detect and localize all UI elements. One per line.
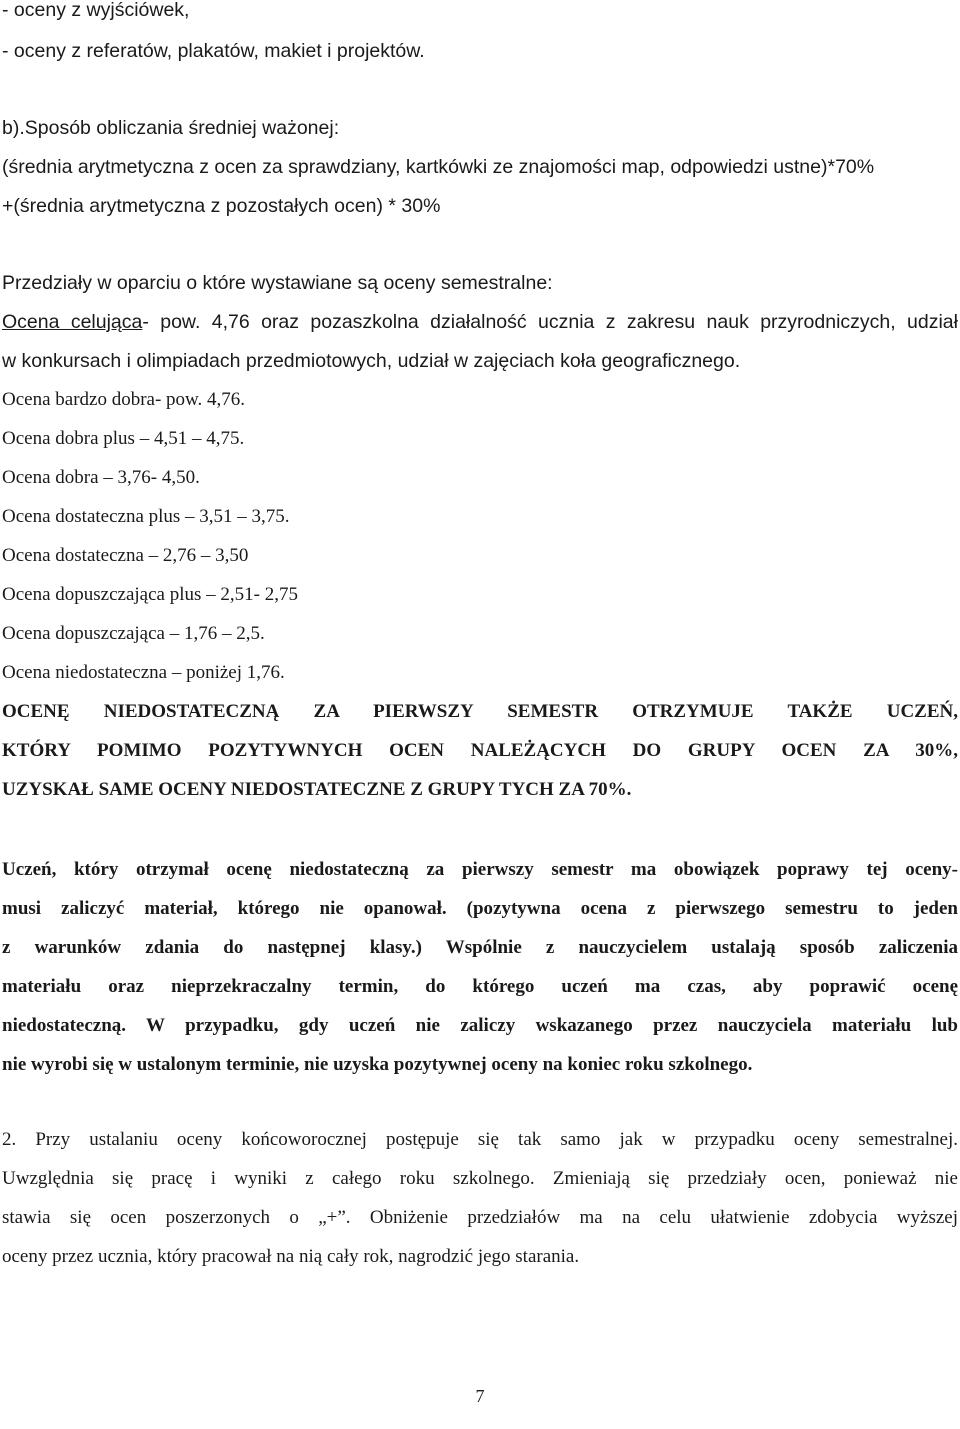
- annual-line-4: oceny przez ucznia, który pracował na nią cały rok, nagrodzić jego starania.: [2, 1246, 580, 1267]
- page-number: 7: [475, 1386, 485, 1406]
- grade-ranges-heading: Przedziały w oparciu o które wystawiane są oceny semestralne:: [2, 272, 553, 294]
- grade-dopuszczajaca-plus: Ocena dopuszczająca plus – 2,51- 2,75: [2, 584, 298, 605]
- correction-line-2: musi zaliczyć materiał, którego nie opanował. (pozytywna ocena z pierwszego semestru to jeden: [2, 898, 958, 919]
- grade-celujaca-text: - pow. 4,76 oraz pozaszkolna działalność ucznia z zakresu nauk przyrodniczych, udział: [142, 311, 958, 333]
- annual-line-2: Uwzględnia się pracę i wyniki z całego roku szkolnego. Zmieniają się przedziały ocen, ponieważ nie: [2, 1168, 958, 1189]
- grade-dopuszczajaca: Ocena dopuszczająca – 1,76 – 2,5.: [2, 623, 265, 644]
- weighted-average-formula-line-2: +(średnia arytmetyczna z pozostałych ocen) * 30%: [2, 195, 441, 217]
- grade-niedostateczna: Ocena niedostateczna – poniżej 1,76.: [2, 662, 285, 683]
- annual-line-1: 2. Przy ustalaniu oceny końcoworocznej postępuje się tak samo jak w przypadku oceny semestralnej.: [2, 1129, 958, 1150]
- weighted-average-formula-line-1: (średnia arytmetyczna z ocen za sprawdziany, kartkówki ze znajomości map, odpowiedzi ustne)*70%: [2, 156, 875, 178]
- correction-line-1: Uczeń, który otrzymał ocenę niedostateczną za pierwszy semestr ma obowiązek poprawy tej oceny-: [2, 859, 958, 880]
- list-item-referaty: - oceny z referatów, plakatów, makiet i projektów.: [2, 40, 425, 62]
- annual-line-3: stawia się ocen poszerzonych o „+”. Obniżenie przedziałów ma na celu ułatwienie zdobycia wyższej: [2, 1207, 958, 1228]
- grade-celujaca-label: Ocena celująca: [2, 311, 143, 333]
- weighted-average-heading: b).Sposób obliczania średniej ważonej:: [2, 117, 340, 139]
- grade-bardzo-dobra: Ocena bardzo dobra- pow. 4,76.: [2, 389, 246, 410]
- correction-line-5: niedostateczną. W przypadku, gdy uczeń nie zaliczy wskazanego przez nauczyciela materiału lub: [2, 1015, 958, 1036]
- grade-dobra-plus: Ocena dobra plus – 4,51 – 4,75.: [2, 428, 245, 449]
- warning-line-2: KTÓRY POMIMO POZYTYWNYCH OCEN NALEŻĄCYCH DO GRUPY OCEN ZA 30%,: [2, 740, 958, 761]
- list-item-wyjsciowki: - oceny z wyjściówek,: [2, 0, 190, 21]
- warning-line-3: UZYSKAŁ SAME OCENY NIEDOSTATECZNE Z GRUPY TYCH ZA 70%.: [2, 779, 632, 800]
- correction-line-3: z warunków zdania do następnej klasy.) Wspólnie z nauczycielem ustalają sposób zaliczenia: [2, 937, 958, 958]
- grade-celujaca-line-2: w konkursach i olimpiadach przedmiotowych, udział w zajęciach koła geograficznego.: [2, 350, 741, 372]
- correction-line-6: nie wyrobi się w ustalonym terminie, nie uzyska pozytywnej oceny na koniec roku szkolnego.: [2, 1054, 753, 1075]
- grade-dostateczna: Ocena dostateczna – 2,76 – 3,50: [2, 545, 249, 566]
- grade-dostateczna-plus: Ocena dostateczna plus – 3,51 – 3,75.: [2, 506, 290, 527]
- warning-line-1: OCENĘ NIEDOSTATECZNĄ ZA PIERWSZY SEMESTR OTRZYMUJE TAKŻE UCZEŃ,: [2, 701, 958, 722]
- grade-celujaca-line-1: [2, 310, 958, 334]
- correction-line-4: materiału oraz nieprzekraczalny termin, do którego uczeń ma czas, aby poprawić ocenę: [2, 976, 958, 997]
- grade-dobra: Ocena dobra – 3,76- 4,50.: [2, 467, 200, 488]
